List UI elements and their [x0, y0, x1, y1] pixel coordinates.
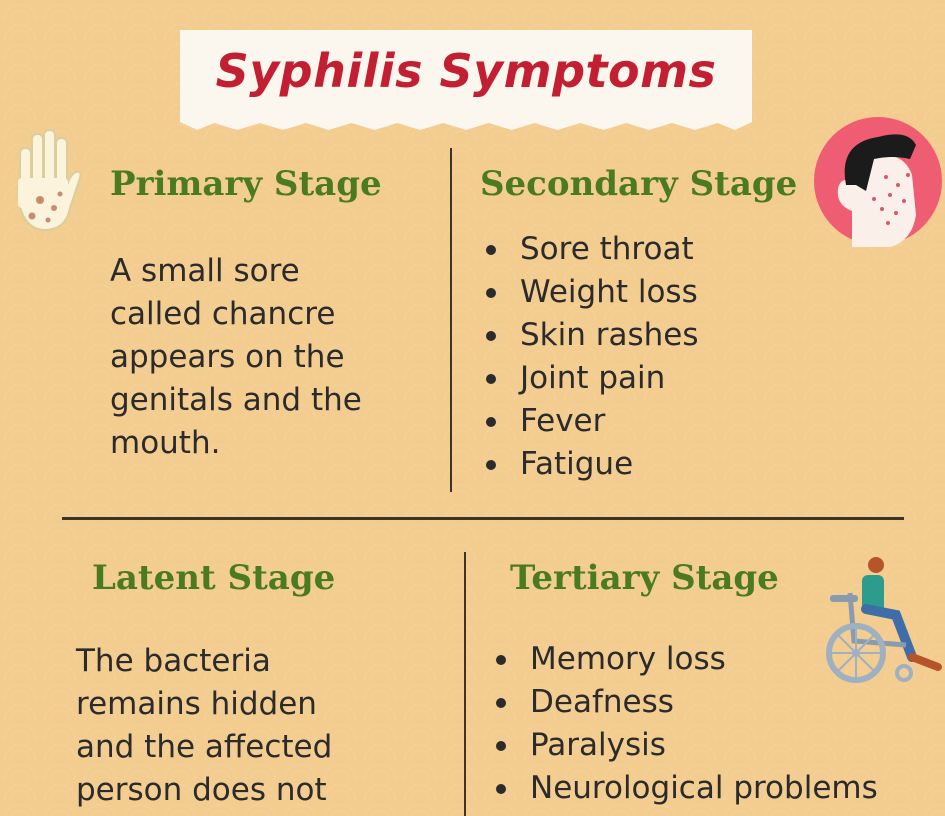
bottom-divider-vertical [464, 552, 466, 816]
list-item: Neurological problems [488, 767, 878, 810]
hand-with-sores-icon [10, 128, 84, 236]
list-item: Paralysis [488, 724, 878, 767]
list-item: Joint pain [478, 357, 699, 400]
tertiary-stage-heading: Tertiary Stage [510, 558, 779, 598]
tertiary-symptoms-list [488, 638, 878, 810]
list-item: Fever [478, 400, 699, 443]
page-title: Syphilis Symptoms [215, 44, 717, 98]
secondary-stage-heading: Secondary Stage [480, 164, 798, 204]
list-item: Fatigue [478, 443, 699, 486]
latent-stage-text: The bacteria remains hidden and the affected person does not [76, 643, 333, 808]
list-item: Weight loss [478, 271, 699, 314]
secondary-symptoms-list [478, 228, 699, 486]
list-item: Deafness [488, 681, 878, 724]
list-item: Memory loss [488, 638, 878, 681]
primary-stage-heading: Primary Stage [110, 164, 382, 204]
latent-stage-heading: Latent Stage [92, 558, 336, 598]
list-item: Sore throat [478, 228, 699, 271]
top-divider-vertical [450, 148, 452, 492]
horizontal-divider [62, 517, 904, 520]
list-item: Skin rashes [478, 314, 699, 357]
primary-stage-text: A small sore called chancre appears on the genitals and the mouth. [110, 253, 362, 461]
face-with-rash-icon [812, 115, 945, 248]
